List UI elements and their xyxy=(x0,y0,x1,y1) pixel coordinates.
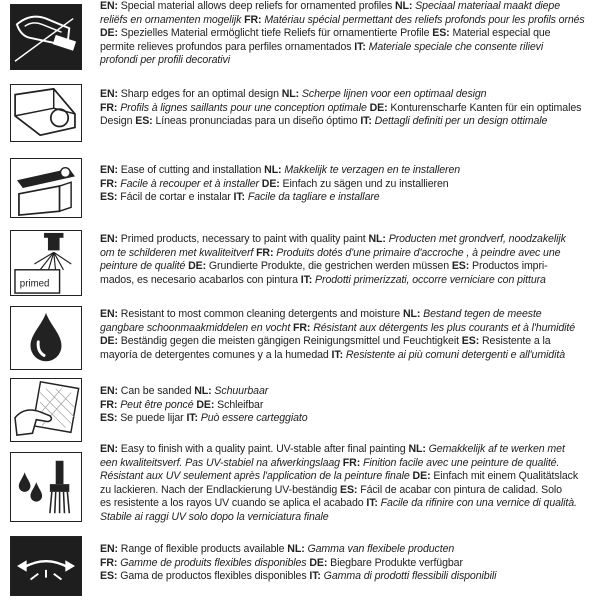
feature-line xyxy=(100,164,596,178)
feature-line xyxy=(100,470,596,484)
language-code: NL: xyxy=(394,0,413,12)
feature-text-segment: es resistente a los rayos UV cuando se aplica el acabado xyxy=(100,497,367,510)
feature-text-segment: Finition facile avec une peinture de qualité. xyxy=(360,456,560,469)
feature-line xyxy=(100,14,596,28)
language-code: ES: xyxy=(461,335,480,348)
feature-text xyxy=(100,233,596,287)
feature-text-segment: Gamme de produits flexibles disponibles xyxy=(117,556,310,569)
feature-text-segment: Beständig gegen die meisten gängigen Reinigungsmittel und Feuchtigkeit xyxy=(117,335,462,348)
feature-text-segment: peinture de qualité xyxy=(100,260,189,273)
feature-text-segment: Dettagli definiti per un design ottimale xyxy=(371,115,548,128)
feature-text-segment: Spezielles Material ermöglicht tiefe Reliefs für ornamentierte Profile xyxy=(117,27,433,40)
feature-line xyxy=(100,335,596,349)
feature-line xyxy=(100,41,596,55)
feature-line xyxy=(100,260,596,274)
feature-text-segment: Resistant to most common cleaning detergents and moisture xyxy=(117,308,403,320)
language-code: EN: xyxy=(100,0,118,12)
deep-relief-profile-icon xyxy=(10,4,82,70)
feature-line xyxy=(100,412,596,426)
feature-text-segment: Ease of cutting and installation xyxy=(117,164,265,176)
feature-text-segment: Líneas pronunciadas para un diseño óptimo xyxy=(152,115,361,128)
feature-row-primed xyxy=(0,228,600,298)
language-code: IT: xyxy=(300,273,313,286)
language-code: FR: xyxy=(100,398,118,411)
feature-line xyxy=(100,543,596,557)
feature-line xyxy=(100,497,596,511)
feature-text-segment: permite relieves profundos para perfiles ornamentados xyxy=(100,40,355,53)
feature-text-segment: Range of flexible products available xyxy=(117,543,288,555)
feature-text-segment: om te schilderen met kwaliteitverf xyxy=(100,246,257,259)
feature-text-segment: Einfach mit einem Qualitätslack xyxy=(430,470,579,483)
language-code: DE: xyxy=(100,27,118,40)
feature-line xyxy=(100,54,596,68)
language-code: NL: xyxy=(368,233,386,245)
feature-text-segment: reliëfs en ornamenten mogelijk xyxy=(100,13,245,26)
feature-text-segment: Biegbare Produkte verfügbar xyxy=(327,556,463,569)
feature-text xyxy=(100,88,596,129)
feature-text-segment: gangbare schoonmaakmiddelen en vocht xyxy=(100,321,294,334)
feature-text-segment: Résistant aux UV seulement après l'application de la peinture finale xyxy=(100,470,413,483)
feature-text-segment: Productos impri- xyxy=(469,260,548,273)
feature-text-segment: Produits dotés d'une primaire d'accroche , à peindre avec une xyxy=(273,246,561,259)
feature-line xyxy=(100,274,596,288)
paint-brush-drops-icon xyxy=(10,452,82,522)
language-code: ES: xyxy=(451,260,470,273)
primed-icon-label: primed xyxy=(19,278,50,290)
language-code: NL: xyxy=(287,543,305,555)
feature-text xyxy=(100,164,596,205)
language-code: ES: xyxy=(100,191,118,204)
language-code: ES: xyxy=(100,570,118,583)
feature-row-deep-relief xyxy=(0,0,600,76)
language-code: IT: xyxy=(233,191,245,204)
feature-line xyxy=(100,484,596,498)
feature-text-segment: Special material allows deep reliefs for ornamented profiles xyxy=(117,0,395,12)
feature-text-segment: profondi per profili decorativi xyxy=(100,54,230,67)
feature-text-segment: mados, es necesario acabarlos con pintura xyxy=(100,273,301,286)
feature-text-segment: Speciaal materiaal maakt diepe xyxy=(412,0,560,12)
language-code: EN: xyxy=(100,443,118,455)
feature-line xyxy=(100,247,596,261)
feature-text-segment: Konturenscharfe Kanten für ein optimales xyxy=(387,101,582,114)
feature-text xyxy=(100,543,596,584)
feature-text-segment: Design xyxy=(100,115,136,128)
feature-line xyxy=(100,0,596,14)
feature-text-segment: Scherpe lijnen voor een optimaal design xyxy=(299,88,487,100)
feature-text-segment: Gamma van flexibele producten xyxy=(304,543,455,555)
feature-text-segment: Fácil de acabar con pintura de calidad. Solo xyxy=(357,483,562,496)
language-code: DE: xyxy=(412,470,431,483)
feature-text-segment: Materiale speciale che consente rilievi xyxy=(365,40,544,53)
feature-line xyxy=(100,27,596,41)
feature-text-segment: Facile da tagliare e installare xyxy=(244,191,380,204)
feature-line xyxy=(100,191,596,205)
feature-line xyxy=(100,399,596,413)
language-code: EN: xyxy=(100,543,118,555)
feature-row-sanded xyxy=(0,380,600,442)
feature-line xyxy=(100,511,596,525)
language-code: ES: xyxy=(135,115,153,128)
flexible-arrows-icon xyxy=(10,536,82,596)
feature-text-segment: Può essere carteggiato xyxy=(197,412,308,425)
language-code: EN: xyxy=(100,308,118,320)
feature-text-segment: Gemakkelijk af te werken met xyxy=(425,443,565,455)
feature-text-segment: Profils à lignes saillants pour une conception optimale xyxy=(117,101,370,114)
feature-row-cutting xyxy=(0,152,600,222)
feature-text-segment: zu lackieren. Nach der Endlackierung UV-beständig xyxy=(100,483,340,496)
feature-text-segment: Primed products, necessary to paint with quality paint xyxy=(117,233,369,245)
feature-line xyxy=(100,115,596,129)
feature-line xyxy=(100,102,596,116)
feature-text-segment: Resistente ai più comuni detergenti e all'umidità xyxy=(343,348,565,361)
primed-spray-icon xyxy=(10,230,82,296)
feature-text xyxy=(100,308,596,362)
feature-text-segment: Makkelijk te verzagen en te installeren xyxy=(281,164,461,176)
language-code: FR: xyxy=(244,13,262,26)
language-code: DE: xyxy=(309,556,328,569)
language-code: NL: xyxy=(281,88,300,100)
feature-line xyxy=(100,308,596,322)
sharp-edge-profile-icon xyxy=(10,84,82,142)
feature-row-sharp-edges xyxy=(0,80,600,146)
feature-line xyxy=(100,322,596,336)
feature-text-segment: Se puede lijar xyxy=(117,412,187,425)
feature-line xyxy=(100,88,596,102)
feature-line xyxy=(100,557,596,571)
language-code: DE: xyxy=(196,398,215,411)
feature-text-segment: Producten met grondverf, noodzakelijk xyxy=(385,233,566,245)
feature-text-segment: Gamma di prodotti flessibili disponibili xyxy=(320,570,497,583)
language-code: ES: xyxy=(339,483,358,496)
language-code: FR: xyxy=(342,456,361,469)
language-code: DE: xyxy=(188,260,207,273)
feature-text xyxy=(100,443,596,525)
language-code: IT: xyxy=(331,348,344,361)
feature-line xyxy=(100,570,596,584)
language-code: IT: xyxy=(354,40,366,53)
saw-cutting-icon xyxy=(10,158,82,218)
feature-text-segment: Grundierte Produkte, die gestrichen werden müssen xyxy=(206,260,452,273)
feature-line xyxy=(100,443,596,457)
feature-text-segment: Resistente a la xyxy=(479,335,551,348)
feature-text-segment: Résistant aux détergents les plus courants et à l'humidité xyxy=(310,321,576,334)
water-drop-icon xyxy=(10,306,82,370)
feature-row-resistant xyxy=(0,304,600,374)
language-code: DE: xyxy=(261,177,280,190)
feature-text-segment: Matériau spécial permettant des reliefs profonds pour les profils ornés xyxy=(261,13,585,26)
language-code: FR: xyxy=(100,556,118,569)
feature-text-segment: Facile da rifinire con una vernice di qualità. xyxy=(377,497,577,510)
feature-line xyxy=(100,457,596,471)
language-code: IT: xyxy=(366,497,378,510)
feature-row-flexible xyxy=(0,534,600,598)
feature-text-segment: Prodotti primerizzati, occorre verniciare con pittura xyxy=(312,273,546,286)
feature-text-segment: Einfach zu sägen und zu installieren xyxy=(279,177,449,190)
language-code: FR: xyxy=(100,101,118,114)
feature-text-segment: Fácil de cortar e instalar xyxy=(117,191,234,204)
feature-text-segment: een kwaliteitsverf. Pas UV-stabiel na afwerkingslaag xyxy=(100,456,343,469)
language-code: IT: xyxy=(186,412,198,425)
feature-text-segment: Gama de productos flexibles disponibles xyxy=(117,570,310,583)
feature-text-segment: Peut être poncé xyxy=(117,398,197,411)
feature-text-segment: mayoría de detergentes comunes y a la humedad xyxy=(100,348,332,361)
language-code: NL: xyxy=(194,385,212,397)
language-code: FR: xyxy=(293,321,311,334)
language-code: EN: xyxy=(100,233,118,245)
sanding-hand-icon xyxy=(10,378,82,442)
feature-text xyxy=(100,0,596,68)
feature-text-segment: Bestand tegen de meeste xyxy=(420,308,542,320)
feature-text-segment: Can be sanded xyxy=(117,385,195,397)
feature-text-segment: Schleifbar xyxy=(214,398,264,411)
language-code: EN: xyxy=(100,88,118,100)
language-code: NL: xyxy=(264,164,282,176)
language-code: FR: xyxy=(256,246,274,259)
feature-text-segment: Easy to finish with a quality paint. UV-stable after final painting xyxy=(117,443,409,455)
feature-text xyxy=(100,385,596,426)
feature-text-segment: Material especial que xyxy=(449,27,551,40)
language-code: IT: xyxy=(360,115,372,128)
language-code: EN: xyxy=(100,164,118,176)
feature-row-paint-finish xyxy=(0,440,600,532)
language-code: NL: xyxy=(408,443,426,455)
feature-text-segment: Stabile ai raggi UV solo dopo la verniciatura finale xyxy=(100,510,329,523)
feature-line xyxy=(100,385,596,399)
feature-line xyxy=(100,178,596,192)
language-code: FR: xyxy=(100,177,118,190)
feature-text-segment: Sharp edges for an optimal design xyxy=(117,88,282,100)
language-code: DE: xyxy=(100,335,118,348)
language-code: IT: xyxy=(309,570,321,583)
feature-text-segment: Schuurbaar xyxy=(211,385,269,397)
feature-text-segment: Facile à recouper et à installer xyxy=(117,177,262,190)
language-code: NL: xyxy=(402,308,421,320)
feature-line xyxy=(100,349,596,363)
language-code: ES: xyxy=(432,27,450,40)
language-code: EN: xyxy=(100,385,118,397)
feature-line xyxy=(100,233,596,247)
language-code: ES: xyxy=(100,412,118,425)
language-code: DE: xyxy=(369,101,388,114)
